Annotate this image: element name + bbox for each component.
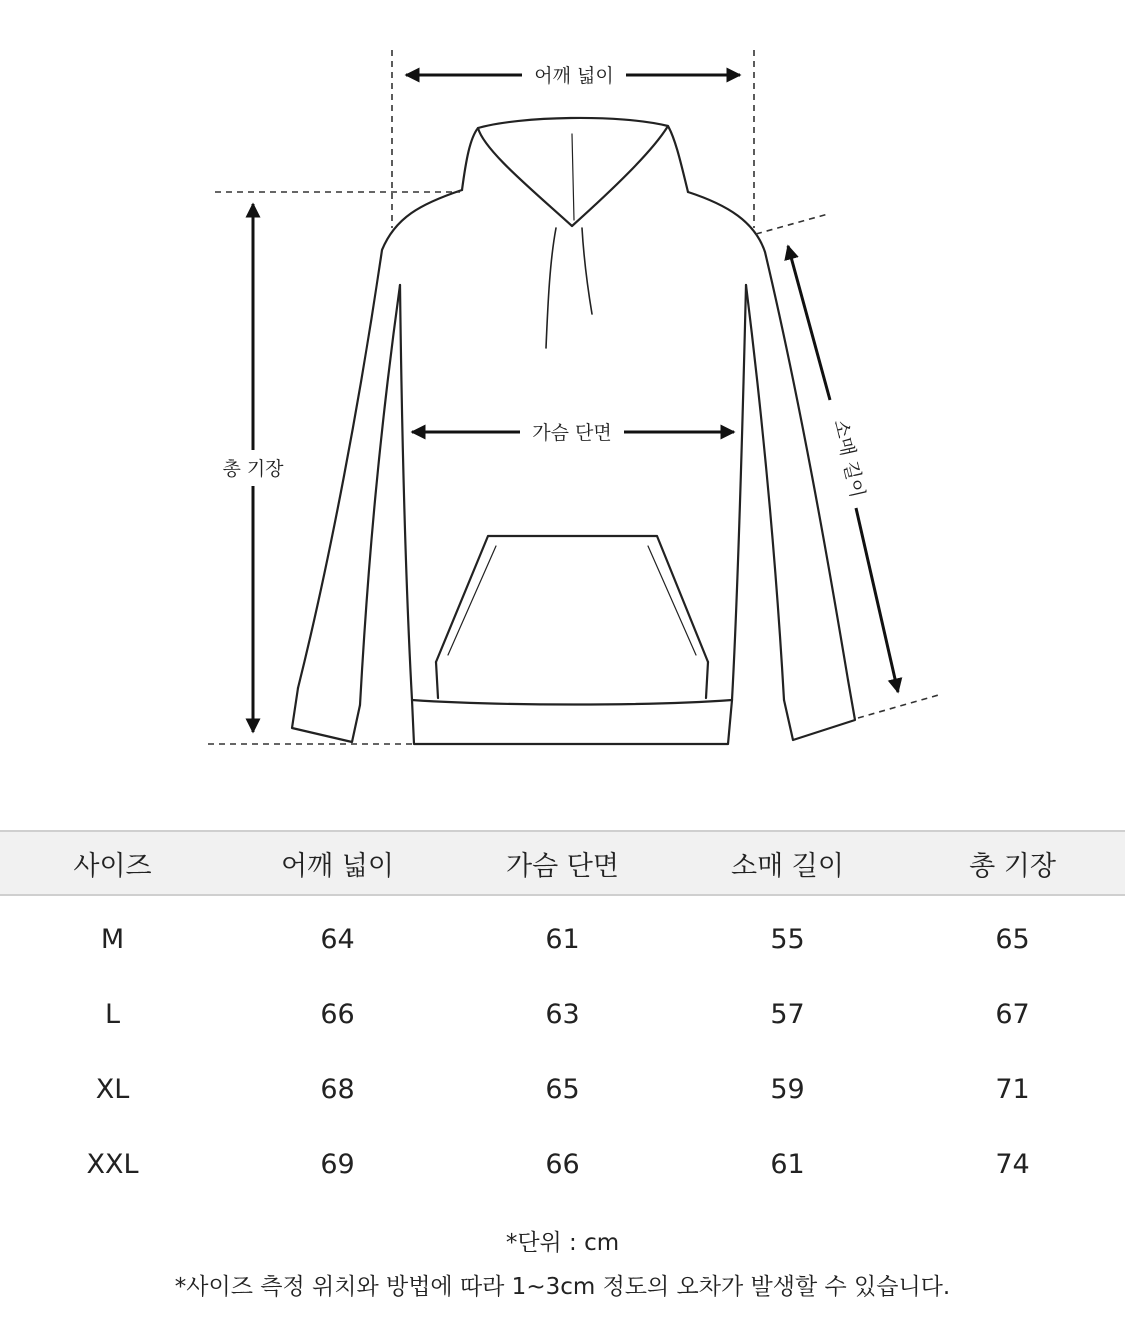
table-cell: 74 [995, 1149, 1030, 1180]
header-chest: 가슴 단면 [450, 831, 675, 895]
table-cell: 57 [770, 999, 805, 1030]
measurement-error-note: *사이즈 측정 위치와 방법에 따라 1~3cm 정도의 오차가 발생할 수 있습니다. [174, 1274, 951, 1300]
total-length-label: 총 기장 [222, 458, 284, 480]
chest-label: 가슴 단면 [532, 422, 612, 444]
header-total: 총 기장 [900, 831, 1125, 895]
header-sleeve: 소매 길이 [675, 831, 900, 895]
table-cell: XL [95, 1074, 130, 1105]
table-cell: 69 [320, 1149, 355, 1180]
sleeve-arrow-down [856, 508, 898, 692]
table-cell: 66 [545, 1149, 580, 1180]
header-size: 사이즈 [0, 831, 225, 895]
table-cell: 65 [995, 924, 1030, 955]
table-cell: 63 [545, 999, 580, 1030]
table-header-row [0, 831, 1125, 895]
table-cell: L [104, 999, 121, 1030]
measurement-arrows [253, 75, 898, 732]
table-cell: 71 [995, 1074, 1030, 1105]
unit-note: *단위 : cm [505, 1230, 620, 1256]
table-cell: XXL [86, 1149, 139, 1180]
header-shoulder: 어깨 넓이 [225, 831, 450, 895]
table-row [0, 895, 1125, 977]
table-row [0, 1052, 1125, 1127]
sleeve-label: 소매 길이 [829, 417, 869, 500]
guide-lines [208, 50, 942, 744]
table-cell: 61 [545, 924, 580, 955]
table-cell: 55 [770, 924, 805, 955]
shoulder-label: 어깨 넓이 [534, 65, 614, 87]
table-cell: 67 [995, 999, 1030, 1030]
table-cell: 59 [770, 1074, 805, 1105]
table-cell: 68 [320, 1074, 355, 1105]
table-cell: 65 [545, 1074, 580, 1105]
size-table [0, 830, 1125, 1202]
table-cell: 66 [320, 999, 355, 1030]
table-cell: M [100, 924, 125, 955]
table-cell: 64 [320, 924, 355, 955]
table-row [0, 1127, 1125, 1202]
table-row [0, 977, 1125, 1052]
table-cell: 61 [770, 1149, 805, 1180]
sleeve-arrow-up [788, 246, 830, 400]
